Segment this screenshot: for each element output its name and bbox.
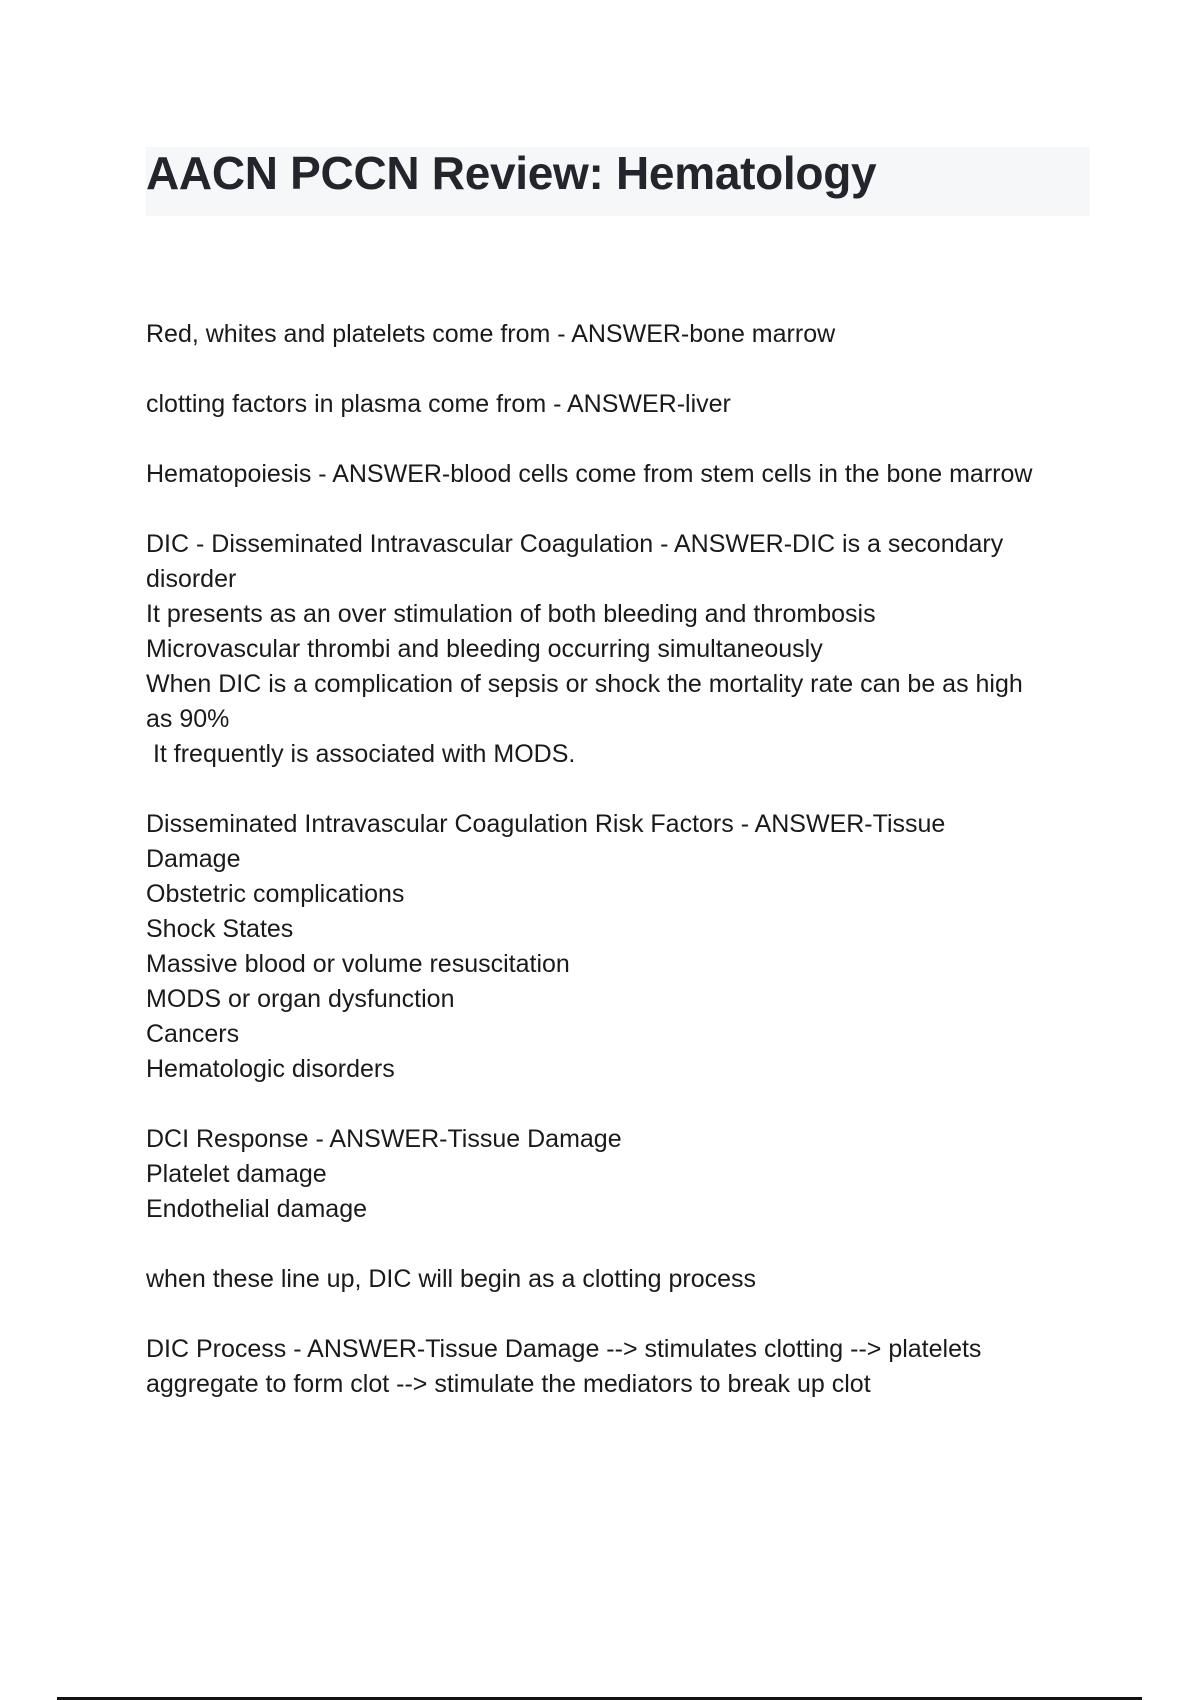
qa-entry-1	[146, 317, 1096, 352]
qa-entry-5	[146, 807, 1096, 1087]
qa-text: It frequently is associated with MODS.	[146, 740, 576, 768]
qa-text: Hematopoiesis - ANSWER-blood cells come from stem cells in the bone marrow	[146, 460, 1033, 488]
qa-text: as 90%	[146, 705, 230, 733]
qa-text: Cancers	[146, 1020, 240, 1048]
qa-text: Obstetric complications	[146, 880, 405, 908]
qa-text: Disseminated Intravascular Coagulation Risk Factors - ANSWER-Tissue	[146, 810, 946, 838]
document-body	[146, 317, 1096, 1437]
qa-entry-6	[146, 1122, 1096, 1227]
qa-entry-4	[146, 527, 1096, 772]
qa-text: DIC - Disseminated Intravascular Coagulation - ANSWER-DIC is a secondary	[146, 530, 1004, 558]
qa-text: It presents as an over stimulation of both bleeding and thrombosis	[146, 600, 876, 628]
qa-text: aggregate to form clot --> stimulate the mediators to break up clot	[146, 1370, 871, 1398]
qa-text: When DIC is a complication of sepsis or shock the mortality rate can be as high	[146, 670, 1023, 698]
qa-text: Shock States	[146, 915, 294, 943]
qa-text: DIC Process - ANSWER-Tissue Damage --> stimulates clotting --> platelets	[146, 1335, 982, 1363]
qa-entry-8	[146, 1332, 1096, 1402]
qa-entry-2	[146, 387, 1096, 422]
qa-text: DCI Response - ANSWER-Tissue Damage	[146, 1125, 622, 1153]
qa-text: when these line up, DIC will begin as a clotting process	[146, 1265, 757, 1293]
qa-text: MODS or organ dysfunction	[146, 985, 455, 1013]
qa-entry-3	[146, 457, 1096, 492]
qa-text: Massive blood or volume resuscitation	[146, 950, 570, 978]
qa-text: clotting factors in plasma come from - ANSWER-liver	[146, 390, 731, 418]
qa-text: Hematologic disorders	[146, 1055, 395, 1083]
qa-text: Platelet damage	[146, 1160, 327, 1188]
qa-text: Damage	[146, 845, 241, 873]
qa-text: Endothelial damage	[146, 1195, 367, 1223]
qa-text: disorder	[146, 565, 237, 593]
qa-text: Microvascular thrombi and bleeding occurring simultaneously	[146, 635, 823, 663]
qa-entry-7	[146, 1262, 1096, 1297]
qa-text: Red, whites and platelets come from - ANSWER-bone marrow	[146, 320, 836, 348]
document-title: AACN PCCN Review: Hematology	[146, 147, 877, 199]
